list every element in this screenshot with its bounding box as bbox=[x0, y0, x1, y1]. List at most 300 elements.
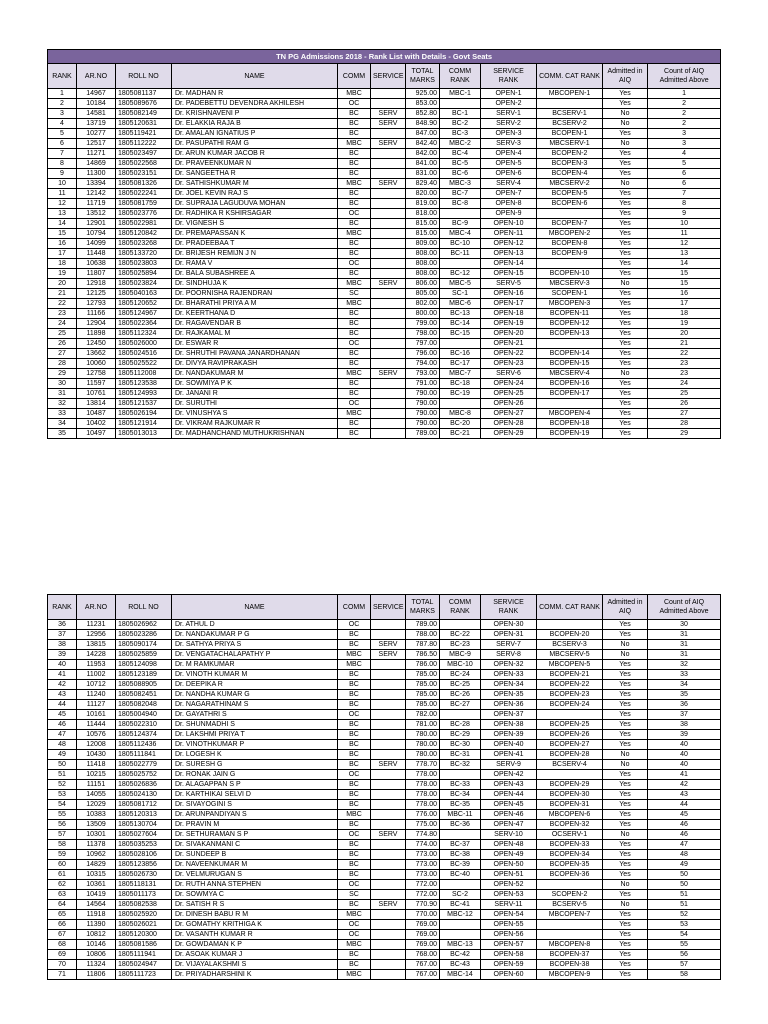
cell-total-marks: 787.80 bbox=[406, 640, 440, 650]
cell-service bbox=[371, 690, 406, 700]
cell-service-rank: OPEN-53 bbox=[481, 890, 537, 900]
cell-comm-cat-rank: MBCOPEN-7 bbox=[537, 910, 603, 920]
cell-comm-cat-rank: BCOPEN-35 bbox=[537, 860, 603, 870]
cell-roll-no: 1805023268 bbox=[116, 239, 172, 249]
cell-ar-no: 10184 bbox=[77, 99, 116, 109]
cell-roll-no: 1805022241 bbox=[116, 189, 172, 199]
cell-total-marks: 829.40 bbox=[406, 179, 440, 189]
cell-admitted-aiq: Yes bbox=[603, 740, 648, 750]
cell-comm-rank: BC-32 bbox=[440, 760, 481, 770]
table-row bbox=[48, 760, 721, 770]
table-row bbox=[48, 720, 721, 730]
table-row bbox=[48, 129, 721, 139]
cell-total-marks: 852.80 bbox=[406, 109, 440, 119]
cell-count-aiq: 31 bbox=[648, 640, 721, 650]
cell-rank: 15 bbox=[48, 229, 77, 239]
table-row bbox=[48, 850, 721, 860]
cell-roll-no: 1805111841 bbox=[116, 750, 172, 760]
table-row bbox=[48, 810, 721, 820]
cell-ar-no: 11418 bbox=[77, 760, 116, 770]
cell-ar-no: 10430 bbox=[77, 750, 116, 760]
cell-total-marks: 778.00 bbox=[406, 780, 440, 790]
col-rank: RANK bbox=[48, 64, 77, 89]
cell-comm: BC bbox=[338, 680, 371, 690]
cell-comm-cat-rank: MBCOPEN-9 bbox=[537, 970, 603, 980]
cell-comm-rank bbox=[440, 920, 481, 930]
cell-rank: 69 bbox=[48, 950, 77, 960]
cell-service bbox=[371, 99, 406, 109]
cell-ar-no: 11151 bbox=[77, 780, 116, 790]
cell-comm-rank: SC-2 bbox=[440, 890, 481, 900]
cell-comm: BC bbox=[338, 670, 371, 680]
cell-total-marks: 785.00 bbox=[406, 670, 440, 680]
cell-name: Dr. VIJAYALAKSHMI S bbox=[172, 960, 338, 970]
cell-total-marks: 770.90 bbox=[406, 900, 440, 910]
table-row bbox=[48, 339, 721, 349]
table-row bbox=[48, 409, 721, 419]
cell-total-marks: 800.00 bbox=[406, 309, 440, 319]
table-row bbox=[48, 650, 721, 660]
cell-total-marks: 790.00 bbox=[406, 399, 440, 409]
cell-rank: 35 bbox=[48, 429, 77, 439]
cell-comm: MBC bbox=[338, 810, 371, 820]
cell-comm: OC bbox=[338, 259, 371, 269]
cell-count-aiq: 6 bbox=[648, 169, 721, 179]
cell-rank: 67 bbox=[48, 930, 77, 940]
cell-admitted-aiq: Yes bbox=[603, 860, 648, 870]
cell-count-aiq: 41 bbox=[648, 770, 721, 780]
table-row bbox=[48, 419, 721, 429]
cell-rank: 22 bbox=[48, 299, 77, 309]
cell-comm: MBC bbox=[338, 369, 371, 379]
cell-total-marks: 791.00 bbox=[406, 379, 440, 389]
cell-name: Dr. M RAMKUMAR bbox=[172, 660, 338, 670]
cell-comm: MBC bbox=[338, 660, 371, 670]
cell-service bbox=[371, 730, 406, 740]
col-service-rank: SERVICE RANK bbox=[481, 64, 537, 89]
cell-rank: 30 bbox=[48, 379, 77, 389]
cell-service-rank: OPEN-11 bbox=[481, 229, 537, 239]
table-row bbox=[48, 710, 721, 720]
cell-comm-rank: MBC-12 bbox=[440, 910, 481, 920]
cell-rank: 18 bbox=[48, 259, 77, 269]
cell-admitted-aiq: Yes bbox=[603, 249, 648, 259]
cell-roll-no: 1805111941 bbox=[116, 950, 172, 960]
cell-service bbox=[371, 950, 406, 960]
cell-service bbox=[371, 670, 406, 680]
cell-roll-no: 1805028106 bbox=[116, 850, 172, 860]
col-service-rank: SERVICE RANK bbox=[481, 595, 537, 620]
cell-rank: 7 bbox=[48, 149, 77, 159]
cell-comm-rank: BC-24 bbox=[440, 670, 481, 680]
cell-service bbox=[371, 159, 406, 169]
cell-roll-no: 1805112436 bbox=[116, 740, 172, 750]
cell-rank: 45 bbox=[48, 710, 77, 720]
cell-total-marks: 786.50 bbox=[406, 650, 440, 660]
cell-comm: MBC bbox=[338, 179, 371, 189]
cell-service bbox=[371, 790, 406, 800]
cell-count-aiq: 21 bbox=[648, 339, 721, 349]
cell-comm-rank: BC-33 bbox=[440, 780, 481, 790]
cell-comm-cat-rank: MBCOPEN-5 bbox=[537, 660, 603, 670]
cell-count-aiq: 13 bbox=[648, 249, 721, 259]
cell-admitted-aiq: Yes bbox=[603, 690, 648, 700]
cell-service-rank: SERV-11 bbox=[481, 900, 537, 910]
cell-rank: 3 bbox=[48, 109, 77, 119]
cell-admitted-aiq: Yes bbox=[603, 269, 648, 279]
cell-service-rank: OPEN-38 bbox=[481, 720, 537, 730]
cell-total-marks: 788.00 bbox=[406, 630, 440, 640]
cell-comm-cat-rank bbox=[537, 920, 603, 930]
cell-service bbox=[371, 359, 406, 369]
cell-rank: 39 bbox=[48, 650, 77, 660]
cell-comm-cat-rank: BCOPEN-31 bbox=[537, 800, 603, 810]
cell-ar-no: 12142 bbox=[77, 189, 116, 199]
cell-rank: 59 bbox=[48, 850, 77, 860]
cell-admitted-aiq: No bbox=[603, 119, 648, 129]
cell-service-rank: OPEN-56 bbox=[481, 930, 537, 940]
cell-comm-rank: BC-29 bbox=[440, 730, 481, 740]
cell-service bbox=[371, 680, 406, 690]
cell-rank: 10 bbox=[48, 179, 77, 189]
cell-roll-no: 1805025752 bbox=[116, 770, 172, 780]
cell-comm-cat-rank: BCOPEN-10 bbox=[537, 269, 603, 279]
cell-comm: BC bbox=[338, 349, 371, 359]
cell-name: Dr. SURUTHI bbox=[172, 399, 338, 409]
cell-service bbox=[371, 399, 406, 409]
cell-rank: 27 bbox=[48, 349, 77, 359]
cell-rank: 49 bbox=[48, 750, 77, 760]
cell-rank: 43 bbox=[48, 690, 77, 700]
cell-service: SERV bbox=[371, 279, 406, 289]
col-name: NAME bbox=[172, 595, 338, 620]
cell-name: Dr. PREMAPASSAN K bbox=[172, 229, 338, 239]
cell-service-rank: OPEN-40 bbox=[481, 740, 537, 750]
cell-count-aiq: 3 bbox=[648, 139, 721, 149]
cell-comm-rank: MBC-10 bbox=[440, 660, 481, 670]
cell-rank: 25 bbox=[48, 329, 77, 339]
cell-comm-rank: BC-20 bbox=[440, 419, 481, 429]
cell-comm: BC bbox=[338, 800, 371, 810]
cell-admitted-aiq: Yes bbox=[603, 399, 648, 409]
cell-ar-no: 11390 bbox=[77, 920, 116, 930]
cell-comm: BC bbox=[338, 149, 371, 159]
cell-ar-no: 10962 bbox=[77, 850, 116, 860]
cell-name: Dr. MADHAN R bbox=[172, 89, 338, 99]
cell-total-marks: 793.00 bbox=[406, 369, 440, 379]
cell-ar-no: 14099 bbox=[77, 239, 116, 249]
col-total-marks: TOTAL MARKS bbox=[406, 595, 440, 620]
cell-comm-rank bbox=[440, 209, 481, 219]
cell-count-aiq: 8 bbox=[648, 199, 721, 209]
cell-name: Dr. SATHISHKUMAR M bbox=[172, 179, 338, 189]
cell-comm: BC bbox=[338, 760, 371, 770]
cell-admitted-aiq: Yes bbox=[603, 429, 648, 439]
cell-comm-cat-rank: BCOPEN-19 bbox=[537, 429, 603, 439]
cell-comm: SC bbox=[338, 890, 371, 900]
col-service: SERVICE bbox=[371, 64, 406, 89]
cell-comm: OC bbox=[338, 920, 371, 930]
cell-roll-no: 1805023286 bbox=[116, 630, 172, 640]
cell-rank: 21 bbox=[48, 289, 77, 299]
cell-comm: BC bbox=[338, 429, 371, 439]
cell-total-marks: 842.40 bbox=[406, 139, 440, 149]
cell-service bbox=[371, 780, 406, 790]
cell-total-marks: 770.00 bbox=[406, 910, 440, 920]
cell-comm-cat-rank: OCSERV-1 bbox=[537, 830, 603, 840]
cell-total-marks: 815.00 bbox=[406, 229, 440, 239]
cell-admitted-aiq: Yes bbox=[603, 239, 648, 249]
cell-comm-rank: MBC-14 bbox=[440, 970, 481, 980]
cell-total-marks: 842.00 bbox=[406, 149, 440, 159]
cell-service bbox=[371, 940, 406, 950]
cell-name: Dr. GAYATHRI S bbox=[172, 710, 338, 720]
cell-total-marks: 785.00 bbox=[406, 680, 440, 690]
cell-service bbox=[371, 169, 406, 179]
cell-comm-cat-rank bbox=[537, 339, 603, 349]
cell-comm-rank: BC-19 bbox=[440, 389, 481, 399]
cell-comm-cat-rank bbox=[537, 880, 603, 890]
cell-service: SERV bbox=[371, 119, 406, 129]
cell-comm: SC bbox=[338, 289, 371, 299]
cell-admitted-aiq: Yes bbox=[603, 349, 648, 359]
cell-service bbox=[371, 620, 406, 630]
cell-rank: 44 bbox=[48, 700, 77, 710]
cell-roll-no: 1805025859 bbox=[116, 650, 172, 660]
table-row bbox=[48, 119, 721, 129]
cell-comm: MBC bbox=[338, 139, 371, 149]
cell-comm: OC bbox=[338, 620, 371, 630]
cell-comm: MBC bbox=[338, 970, 371, 980]
cell-total-marks: 806.00 bbox=[406, 279, 440, 289]
cell-count-aiq: 3 bbox=[648, 129, 721, 139]
cell-rank: 61 bbox=[48, 870, 77, 880]
cell-service-rank: OPEN-13 bbox=[481, 249, 537, 259]
cell-roll-no: 1805123856 bbox=[116, 860, 172, 870]
cell-service: SERV bbox=[371, 369, 406, 379]
cell-comm-rank: MBC-7 bbox=[440, 369, 481, 379]
cell-count-aiq: 5 bbox=[648, 159, 721, 169]
cell-name: Dr. VELMURUGAN S bbox=[172, 870, 338, 880]
cell-total-marks: 780.00 bbox=[406, 730, 440, 740]
cell-count-aiq: 4 bbox=[648, 149, 721, 159]
cell-rank: 40 bbox=[48, 660, 77, 670]
cell-ar-no: 11324 bbox=[77, 960, 116, 970]
cell-admitted-aiq: No bbox=[603, 179, 648, 189]
cell-service bbox=[371, 700, 406, 710]
column-headers bbox=[48, 595, 721, 620]
cell-admitted-aiq: Yes bbox=[603, 930, 648, 940]
cell-admitted-aiq: Yes bbox=[603, 780, 648, 790]
cell-roll-no: 1805121537 bbox=[116, 399, 172, 409]
cell-service bbox=[371, 289, 406, 299]
cell-admitted-aiq: Yes bbox=[603, 890, 648, 900]
cell-comm: BC bbox=[338, 950, 371, 960]
cell-name: Dr. MADHANCHAND MUTHUKRISHNAN bbox=[172, 429, 338, 439]
cell-service-rank: SERV-3 bbox=[481, 139, 537, 149]
cell-comm-rank: BC-4 bbox=[440, 149, 481, 159]
cell-comm: OC bbox=[338, 209, 371, 219]
cell-total-marks: 768.00 bbox=[406, 950, 440, 960]
cell-ar-no: 12904 bbox=[77, 319, 116, 329]
cell-admitted-aiq: Yes bbox=[603, 770, 648, 780]
cell-name: Dr. PRIYADHARSHINI K bbox=[172, 970, 338, 980]
cell-service bbox=[371, 710, 406, 720]
cell-service bbox=[371, 409, 406, 419]
cell-comm-rank: BC-18 bbox=[440, 379, 481, 389]
cell-service-rank: OPEN-27 bbox=[481, 409, 537, 419]
cell-roll-no: 1805022310 bbox=[116, 720, 172, 730]
cell-admitted-aiq: Yes bbox=[603, 630, 648, 640]
cell-service bbox=[371, 970, 406, 980]
cell-rank: 42 bbox=[48, 680, 77, 690]
cell-service bbox=[371, 429, 406, 439]
cell-total-marks: 802.00 bbox=[406, 299, 440, 309]
table-row bbox=[48, 179, 721, 189]
cell-count-aiq: 51 bbox=[648, 900, 721, 910]
cell-ar-no: 14869 bbox=[77, 159, 116, 169]
table-row bbox=[48, 920, 721, 930]
cell-service-rank: SERV-4 bbox=[481, 179, 537, 189]
cell-admitted-aiq: Yes bbox=[603, 409, 648, 419]
cell-service-rank: OPEN-60 bbox=[481, 970, 537, 980]
cell-ar-no: 11166 bbox=[77, 309, 116, 319]
col-admitted-aiq: Admitted in AIQ bbox=[603, 595, 648, 620]
cell-comm-rank bbox=[440, 880, 481, 890]
cell-ar-no: 11002 bbox=[77, 670, 116, 680]
cell-admitted-aiq: Yes bbox=[603, 720, 648, 730]
table-row bbox=[48, 690, 721, 700]
cell-comm-cat-rank bbox=[537, 930, 603, 940]
cell-name: Dr. VINOTHKUMAR P bbox=[172, 740, 338, 750]
cell-comm: OC bbox=[338, 930, 371, 940]
table-row bbox=[48, 149, 721, 159]
cell-service-rank: OPEN-52 bbox=[481, 880, 537, 890]
cell-total-marks: 809.00 bbox=[406, 239, 440, 249]
cell-name: Dr. ARUNPANDIYAN S bbox=[172, 810, 338, 820]
cell-ar-no: 10794 bbox=[77, 229, 116, 239]
cell-admitted-aiq: Yes bbox=[603, 289, 648, 299]
cell-service bbox=[371, 239, 406, 249]
cell-service bbox=[371, 660, 406, 670]
cell-comm: BC bbox=[338, 750, 371, 760]
cell-comm-cat-rank: BCOPEN-27 bbox=[537, 740, 603, 750]
cell-comm-rank bbox=[440, 259, 481, 269]
cell-roll-no: 1805088905 bbox=[116, 680, 172, 690]
cell-comm-rank: MBC-4 bbox=[440, 229, 481, 239]
cell-name: Dr. NANDHA KUMAR G bbox=[172, 690, 338, 700]
cell-comm-rank: BC-43 bbox=[440, 960, 481, 970]
cell-service bbox=[371, 349, 406, 359]
col-roll-no: ROLL NO bbox=[116, 595, 172, 620]
cell-total-marks: 772.00 bbox=[406, 890, 440, 900]
cell-comm-rank: MBC-1 bbox=[440, 89, 481, 99]
cell-comm-rank: BC-23 bbox=[440, 640, 481, 650]
cell-service-rank: OPEN-42 bbox=[481, 770, 537, 780]
cell-ar-no: 10497 bbox=[77, 429, 116, 439]
cell-comm-cat-rank bbox=[537, 209, 603, 219]
cell-comm-cat-rank bbox=[537, 99, 603, 109]
cell-count-aiq: 23 bbox=[648, 369, 721, 379]
cell-rank: 13 bbox=[48, 209, 77, 219]
cell-total-marks: 790.00 bbox=[406, 389, 440, 399]
cell-roll-no: 1805112324 bbox=[116, 329, 172, 339]
cell-service-rank: OPEN-12 bbox=[481, 239, 537, 249]
cell-comm: BC bbox=[338, 720, 371, 730]
cell-admitted-aiq: Yes bbox=[603, 940, 648, 950]
cell-comm-rank bbox=[440, 930, 481, 940]
cell-rank: 24 bbox=[48, 319, 77, 329]
cell-service-rank: OPEN-51 bbox=[481, 870, 537, 880]
cell-comm: BC bbox=[338, 359, 371, 369]
cell-ar-no: 12956 bbox=[77, 630, 116, 640]
cell-rank: 53 bbox=[48, 790, 77, 800]
cell-comm: BC bbox=[338, 640, 371, 650]
table-row bbox=[48, 289, 721, 299]
cell-ar-no: 11953 bbox=[77, 660, 116, 670]
cell-rank: 2 bbox=[48, 99, 77, 109]
cell-comm-rank: SC-1 bbox=[440, 289, 481, 299]
cell-rank: 64 bbox=[48, 900, 77, 910]
cell-count-aiq: 42 bbox=[648, 780, 721, 790]
cell-comm: BC bbox=[338, 379, 371, 389]
cell-name: Dr. JOEL KEVIN RAJ S bbox=[172, 189, 338, 199]
cell-total-marks: 808.00 bbox=[406, 269, 440, 279]
table-row bbox=[48, 700, 721, 710]
cell-name: Dr. SHRUTHI PAVANA JANARDHANAN bbox=[172, 349, 338, 359]
cell-service-rank: OPEN-31 bbox=[481, 630, 537, 640]
cell-count-aiq: 51 bbox=[648, 890, 721, 900]
cell-ar-no: 10761 bbox=[77, 389, 116, 399]
cell-total-marks: 805.00 bbox=[406, 289, 440, 299]
cell-comm: BC bbox=[338, 870, 371, 880]
cell-rank: 50 bbox=[48, 760, 77, 770]
cell-ar-no: 11271 bbox=[77, 149, 116, 159]
cell-service-rank: OPEN-55 bbox=[481, 920, 537, 930]
cell-name: Dr. RUTH ANNA STEPHEN bbox=[172, 880, 338, 890]
cell-rank: 5 bbox=[48, 129, 77, 139]
cell-name: Dr. VIKRAM RAJKUMAR R bbox=[172, 419, 338, 429]
cell-comm: BC bbox=[338, 199, 371, 209]
cell-rank: 28 bbox=[48, 359, 77, 369]
cell-count-aiq: 53 bbox=[648, 920, 721, 930]
cell-comm-rank bbox=[440, 339, 481, 349]
table-row bbox=[48, 780, 721, 790]
cell-service bbox=[371, 720, 406, 730]
cell-name: Dr. BHARATHI PRIYA A M bbox=[172, 299, 338, 309]
cell-comm-cat-rank: BCOPEN-13 bbox=[537, 329, 603, 339]
cell-ar-no: 10161 bbox=[77, 710, 116, 720]
table-row bbox=[48, 369, 721, 379]
cell-service bbox=[371, 960, 406, 970]
table-row bbox=[48, 139, 721, 149]
cell-comm-cat-rank: BCOPEN-14 bbox=[537, 349, 603, 359]
cell-comm: OC bbox=[338, 99, 371, 109]
cell-service-rank: OPEN-39 bbox=[481, 730, 537, 740]
cell-rank: 56 bbox=[48, 820, 77, 830]
cell-comm: MBC bbox=[338, 229, 371, 239]
cell-comm-cat-rank: BCOPEN-4 bbox=[537, 169, 603, 179]
cell-service-rank: OPEN-37 bbox=[481, 710, 537, 720]
cell-roll-no: 1805024516 bbox=[116, 349, 172, 359]
cell-count-aiq: 19 bbox=[648, 319, 721, 329]
cell-comm: BC bbox=[338, 119, 371, 129]
cell-service-rank: OPEN-36 bbox=[481, 700, 537, 710]
cell-name: Dr. PRAVEENKUMAR N bbox=[172, 159, 338, 169]
cell-comm-rank: BC-25 bbox=[440, 680, 481, 690]
cell-comm: BC bbox=[338, 630, 371, 640]
cell-comm-cat-rank: MBCOPEN-4 bbox=[537, 409, 603, 419]
